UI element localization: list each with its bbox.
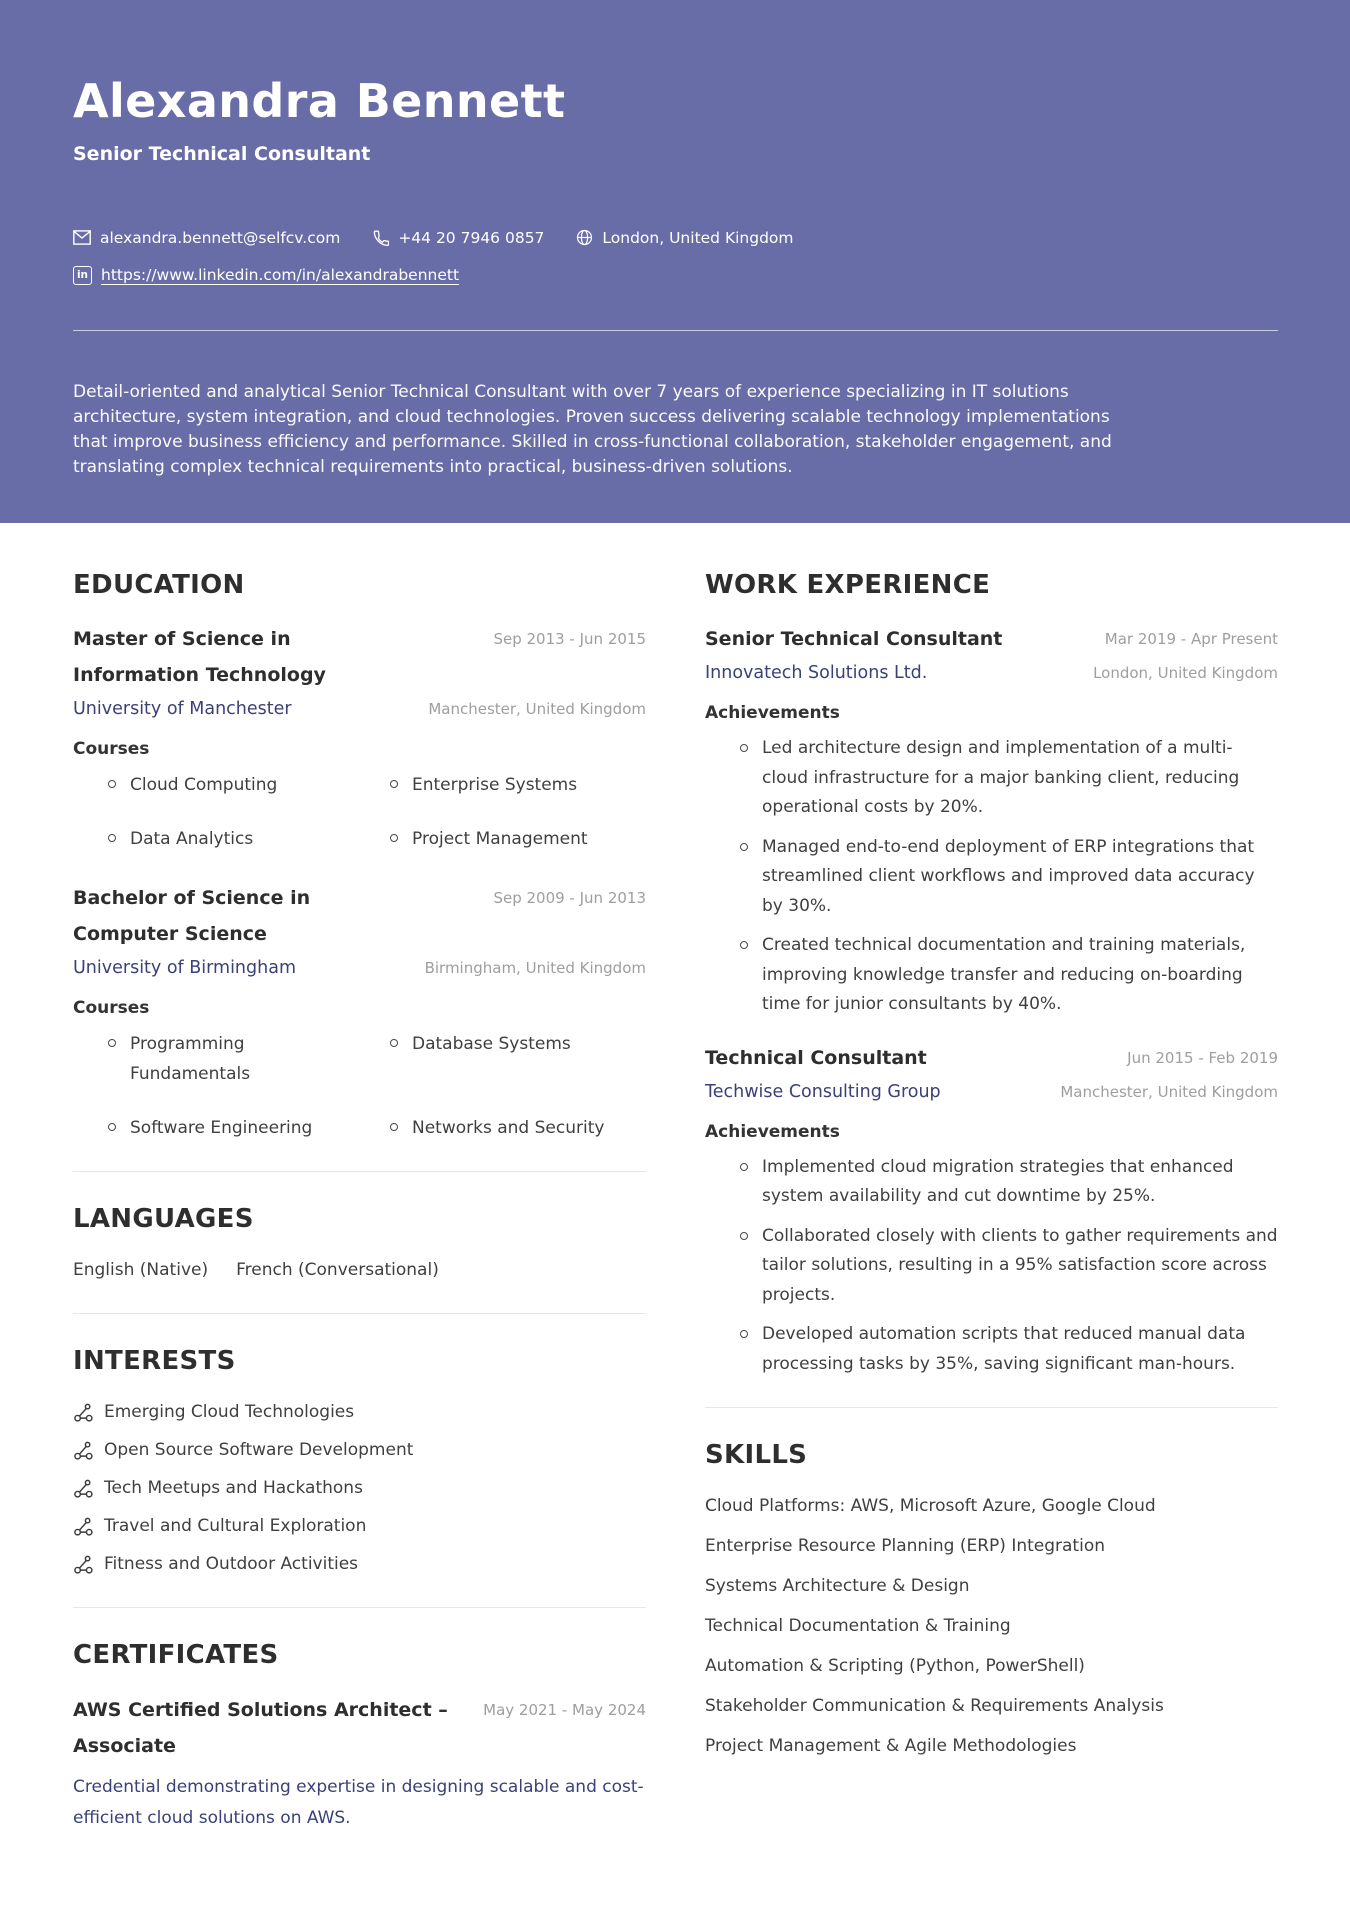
course-text: Cloud Computing	[130, 775, 278, 796]
interest-item	[73, 1512, 646, 1541]
interest-text: Open Source Software Development	[104, 1440, 414, 1461]
course-text: Project Management	[412, 829, 588, 850]
achievements-label: Achievements	[705, 703, 840, 724]
interest-text: Fitness and Outdoor Activities	[104, 1554, 359, 1575]
email-text: alexandra.bennett@selfcv.com	[100, 228, 341, 247]
bullet-ring	[740, 1232, 748, 1240]
section-divider	[73, 1607, 646, 1608]
languages-heading: LANGUAGES	[73, 1204, 254, 1235]
skill-item: Project Management & Agile Methodologies	[705, 1736, 1077, 1757]
school-name: University of Birmingham	[73, 958, 296, 979]
interest-item	[73, 1550, 646, 1579]
skill-item: Enterprise Resource Planning (ERP) Integration	[705, 1536, 1105, 1557]
job-location: London, United Kingdom	[1093, 664, 1278, 683]
globe-icon	[576, 229, 593, 246]
course-item	[390, 824, 646, 854]
network-nodes-icon	[73, 1478, 94, 1499]
achievement-item	[740, 833, 1278, 922]
achievement-item	[740, 931, 1278, 1020]
company-name: Innovatech Solutions Ltd.	[705, 663, 928, 684]
linkedin-link[interactable]: https://www.linkedin.com/in/alexandrabennett	[101, 266, 460, 285]
job-entry	[705, 1040, 1278, 1380]
bullet-ring	[390, 834, 398, 842]
bullet-ring	[390, 780, 398, 788]
languages-list	[73, 1256, 646, 1285]
achievement-text: Led architecture design and implementation of a multi-cloud infrastructure for a major banking client, reducing operational costs by 20%.	[762, 738, 1240, 818]
skills-list	[705, 1492, 1278, 1761]
achievement-text: Created technical documentation and training materials, improving knowledge transfer and reducing on-boarding time for junior consultants by 40%.	[762, 935, 1246, 1015]
phone-text: +44 20 7946 0857	[398, 228, 545, 247]
course-item	[108, 1029, 364, 1089]
education-entry	[73, 621, 646, 854]
courses-label: Courses	[73, 739, 150, 760]
person-job-title: Senior Technical Consultant	[73, 142, 371, 165]
job-dates: Mar 2019 - Apr Present	[1104, 630, 1278, 649]
section-divider	[705, 1407, 1278, 1408]
certificate-description: Credential demonstrating expertise in designing scalable and cost-efficient cloud solutions on AWS.	[73, 1777, 644, 1829]
contact-location	[576, 229, 793, 247]
course-text: Data Analytics	[130, 829, 254, 850]
education-entry	[73, 880, 646, 1143]
resume-body	[0, 523, 1350, 1852]
experience-heading: WORK EXPERIENCE	[705, 569, 991, 600]
bullet-ring	[108, 780, 116, 788]
header-divider	[73, 330, 1278, 331]
bullet-ring	[108, 834, 116, 842]
section-divider	[73, 1313, 646, 1314]
contact-email	[73, 229, 340, 247]
course-item	[390, 770, 646, 800]
job-title: Senior Technical Consultant	[705, 628, 1003, 651]
achievements-list	[705, 1153, 1278, 1380]
certificate-dates: May 2021 - May 2024	[483, 1701, 646, 1720]
certificates-heading: CERTIFICATES	[73, 1640, 279, 1671]
courses-list	[73, 770, 646, 854]
interest-text: Travel and Cultural Exploration	[104, 1516, 367, 1537]
skill-item: Systems Architecture & Design	[705, 1576, 970, 1597]
skill-item: Cloud Platforms: AWS, Microsoft Azure, Google Cloud	[705, 1496, 1156, 1517]
achievement-text: Implemented cloud migration strategies that enhanced system availability and cut downtime by 25%.	[762, 1156, 1234, 1207]
interest-item	[73, 1436, 646, 1465]
courses-label: Courses	[73, 998, 150, 1019]
school-location: Birmingham, United Kingdom	[424, 959, 646, 978]
network-nodes-icon	[73, 1554, 94, 1575]
left-column	[73, 571, 646, 1852]
degree-dates: Sep 2013 - Jun 2015	[493, 630, 646, 649]
achievement-text: Managed end-to-end deployment of ERP integrations that streamlined client workflows and improved data accuracy by 30%.	[762, 836, 1255, 916]
courses-list	[73, 1029, 646, 1143]
interest-text: Emerging Cloud Technologies	[104, 1402, 355, 1423]
person-name: Alexandra Bennett	[73, 74, 566, 128]
language-item: English (Native)	[73, 1260, 209, 1281]
course-item	[108, 1113, 364, 1143]
email-icon	[73, 230, 91, 245]
course-item	[108, 770, 364, 800]
job-dates: Jun 2015 - Feb 2019	[1127, 1048, 1278, 1067]
language-item: French (Conversational)	[236, 1260, 439, 1281]
school-name: University of Manchester	[73, 699, 292, 720]
achievement-item	[740, 1153, 1278, 1212]
interests-list	[73, 1398, 646, 1579]
course-item	[390, 1029, 646, 1089]
bullet-ring	[390, 1039, 398, 1047]
right-column	[705, 571, 1278, 1852]
achievement-text: Collaborated closely with clients to gather requirements and tailor solutions, resulting in a 95% satisfaction score across projects.	[762, 1225, 1278, 1305]
course-text: Software Engineering	[130, 1118, 313, 1139]
bullet-ring	[740, 744, 748, 752]
skill-item: Technical Documentation & Training	[705, 1616, 1011, 1637]
achievement-text: Developed automation scripts that reduced manual data processing tasks by 35%, saving significant man-hours.	[762, 1324, 1246, 1374]
bullet-ring	[740, 1330, 748, 1338]
bullet-ring	[740, 941, 748, 949]
contact-linkedin	[73, 266, 459, 285]
degree-title: Bachelor of Science in Computer Science	[73, 887, 311, 946]
skills-heading: SKILLS	[705, 1440, 808, 1471]
resume-header	[0, 0, 1350, 523]
course-text: Database Systems	[412, 1034, 571, 1055]
company-name: Techwise Consulting Group	[705, 1081, 941, 1102]
contact-phone	[372, 229, 544, 247]
linkedin-icon: in	[73, 266, 92, 285]
network-nodes-icon	[73, 1440, 94, 1461]
bullet-ring	[390, 1123, 398, 1131]
bullet-ring	[740, 843, 748, 851]
degree-dates: Sep 2009 - Jun 2013	[493, 889, 646, 908]
certificate-title: AWS Certified Solutions Architect – Associate	[73, 1699, 448, 1758]
interest-item	[73, 1474, 646, 1503]
skill-item: Stakeholder Communication & Requirements Analysis	[705, 1696, 1164, 1717]
achievement-item	[740, 734, 1278, 823]
phone-icon	[372, 229, 389, 246]
skill-item: Automation & Scripting (Python, PowerShell)	[705, 1656, 1085, 1677]
course-text: Networks and Security	[412, 1118, 605, 1139]
job-location: Manchester, United Kingdom	[1060, 1082, 1278, 1101]
location-text: London, United Kingdom	[602, 228, 794, 247]
contact-row	[73, 229, 1278, 247]
linkedin-row	[73, 266, 1278, 285]
course-text: Enterprise Systems	[412, 775, 578, 796]
job-entry	[705, 621, 1278, 1020]
section-divider	[73, 1171, 646, 1172]
course-item	[108, 824, 364, 854]
achievements-list	[705, 734, 1278, 1020]
achievement-item	[740, 1222, 1278, 1311]
network-nodes-icon	[73, 1516, 94, 1537]
course-item	[390, 1113, 646, 1143]
professional-summary: Detail-oriented and analytical Senior Technical Consultant with over 7 years of experience specializing in IT solutions architecture, system integration, and cloud technologies. Proven success delivering scalable technology implementations that improve business efficiency and performance. Skilled in cross-functional collaboration, stakeholder engagement, and translating complex technical requirements into practical, business-driven solutions.	[73, 381, 1112, 477]
degree-title: Master of Science in Information Technology	[73, 628, 326, 687]
job-title: Technical Consultant	[705, 1046, 927, 1069]
achievements-label: Achievements	[705, 1121, 840, 1142]
school-location: Manchester, United Kingdom	[428, 700, 646, 719]
certificate-entry	[73, 1692, 646, 1834]
bullet-ring	[740, 1163, 748, 1171]
bullet-ring	[108, 1123, 116, 1131]
achievement-item	[740, 1320, 1278, 1379]
education-heading: EDUCATION	[73, 569, 245, 600]
interest-text: Tech Meetups and Hackathons	[104, 1478, 363, 1499]
interests-heading: INTERESTS	[73, 1346, 236, 1377]
bullet-ring	[108, 1039, 116, 1047]
network-nodes-icon	[73, 1402, 94, 1423]
course-text: Programming Fundamentals	[130, 1034, 251, 1085]
interest-item	[73, 1398, 646, 1427]
